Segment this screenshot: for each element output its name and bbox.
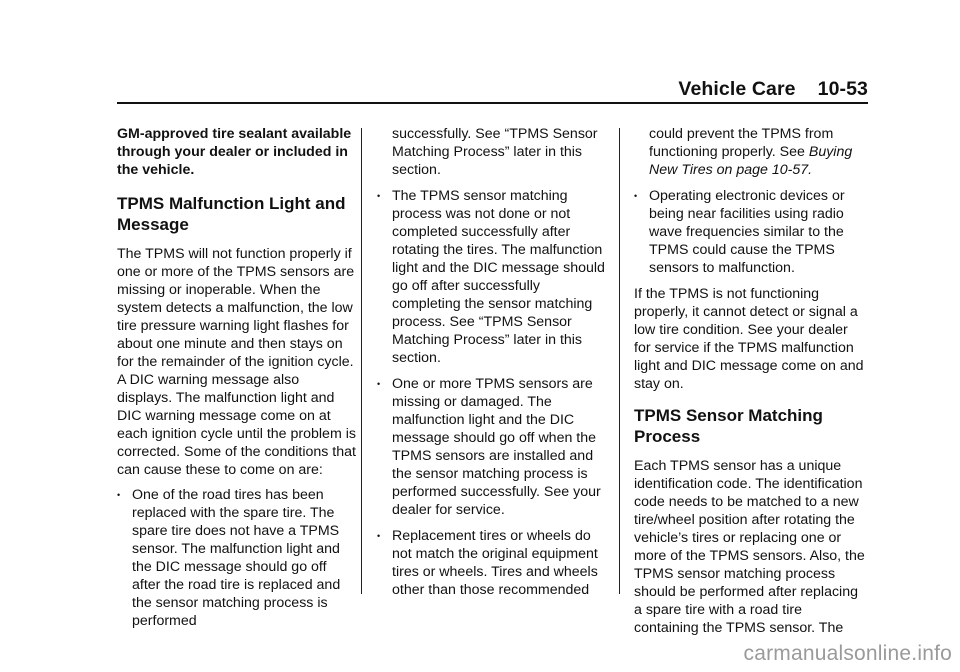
column-divider xyxy=(619,128,620,594)
watermark: carmanualsonline.info xyxy=(743,642,952,665)
list-item xyxy=(117,486,357,630)
list-item-text: Replacement tires or wheels do not match the original equipment tires or wheels. Tires and wheels other than those recommended xyxy=(392,528,598,598)
list-item-text: The TPMS sensor matching process was not done or not completed successfully after rotating the tires. The malfunction light and the DIC message should go off after successfully completing the sensor matching process. See “TPMS Sensor Matching Process” later in this section. xyxy=(392,188,605,366)
malfunction-paragraph: The TPMS will not function properly if one or more of the TPMS sensors are missing or inoperable. When the system detects a malfunction, the low tire pressure warning light flashes for about one minute and then stays on for the remainder of the ignition cycle. A DIC warning message also displays. The malfunction light and DIC warning message come on at each ignition cycle until the problem is corrected. Some of the conditions that can cause these to come on are: xyxy=(117,246,356,478)
cross-reference-link[interactable]: Buying New Tires on page 10-57. xyxy=(649,144,853,178)
list-item xyxy=(377,527,609,599)
column-3 xyxy=(634,125,868,644)
column-1 xyxy=(117,125,357,638)
malfunction-heading: TPMS Malfunction Light and Message xyxy=(117,194,346,234)
tpms-not-functioning-paragraph: If the TPMS is not functioning properly, it cannot detect or signal a low tire condition. See your dealer for service if the TPMS malfunction light and DIC message come on and stay on. xyxy=(634,286,864,392)
column-divider xyxy=(361,128,362,594)
list-item-text: could prevent the TPMS from functioning properly. See xyxy=(649,126,834,160)
list-item-text: Operating electronic devices or being near facilities using radio wave frequencies similar to the TPMS could cause the TPMS sensors to malfunction. xyxy=(649,188,845,276)
section-title: Vehicle Care xyxy=(678,78,796,100)
list-item-continuation xyxy=(634,125,868,179)
sensor-matching-paragraph: Each TPMS sensor has a unique identification code. The identification code needs to be matched to a new tire/wheel position after rotating the vehicle’s tires or replacing one or more of the TPMS sensors. Also, the TPMS sensor matching process should be performed after replacing a spare tire with a road tire containing the TPMS sensor. The xyxy=(634,458,865,636)
list-item xyxy=(377,187,609,367)
page-header xyxy=(678,78,868,101)
bullet-icon: • xyxy=(377,191,381,201)
page-number: 10-53 xyxy=(817,78,868,100)
list-item xyxy=(377,375,609,519)
list-item-continuation: successfully. See “TPMS Sensor Matching Process” later in this section. xyxy=(392,126,598,178)
sensor-matching-heading: TPMS Sensor Matching Process xyxy=(634,406,823,446)
bullet-icon: • xyxy=(377,379,381,389)
bullet-icon: • xyxy=(117,490,121,500)
header-rule xyxy=(117,102,868,104)
list-item xyxy=(634,187,868,277)
sealant-note: GM-approved tire sealant available through your dealer or included in the vehicle. xyxy=(117,126,352,178)
bullet-icon: • xyxy=(634,191,638,201)
column-2 xyxy=(377,125,609,607)
list-item-text: One or more TPMS sensors are missing or damaged. The malfunction light and the DIC message should go off when the TPMS sensors are installed and the sensor matching process is performed successfully. See your dealer for service. xyxy=(392,376,601,518)
list-item-text: One of the road tires has been replaced with the spare tire. The spare tire does not have a TPMS sensor. The malfunction light and the DIC message should go off after the road tire is replaced and the sensor matching process is performed xyxy=(132,487,341,629)
bullet-icon: • xyxy=(377,531,381,541)
